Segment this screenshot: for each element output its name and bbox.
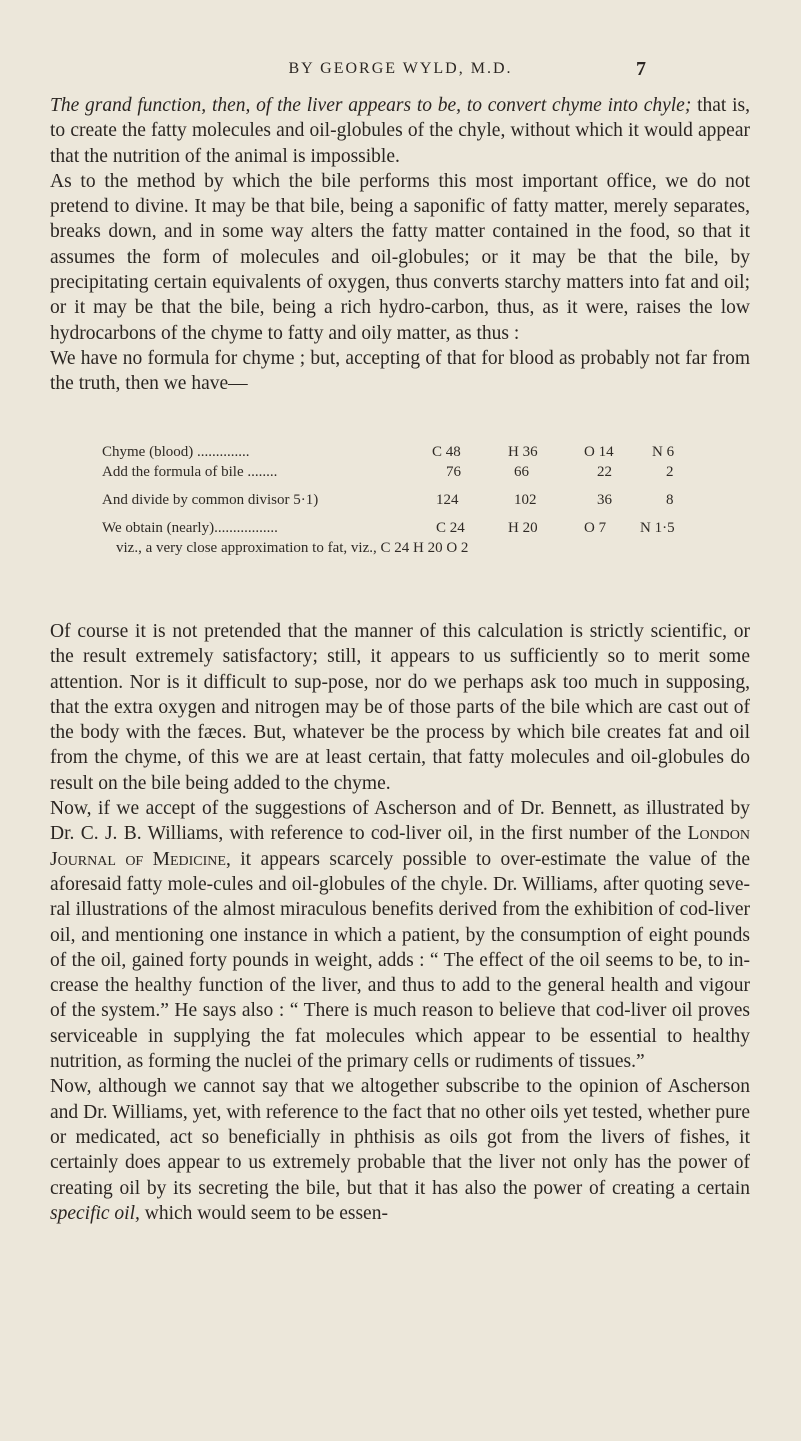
paragraph-specific-oil (50, 1074, 750, 1226)
carbon-value: C 48 (432, 444, 461, 460)
paragraph-text: , it appears scarcely possible to over-estimate the value of the aforesaid fatty mole-cules and oil-globules of the chyle. Dr. Williams, after quoting seve-ral illustrations of the almost miraculous benefits derived from the exhibition of cod-liver oil, and mentioning one instance in which a patient, by the consumption of eight pounds of the oil, gained forty pounds in weight, adds : “ The effect of the oil seems to be, to in-crease the healthy function of the liver, and thus to add to the general health and vigour of the system.” He says also : “ There is much reason to believe that cod-liver oil proves serviceable in supplying the fat molecules which appear to be essential to healthy nutrition, as forming the nuclei of the primary cells or rudiments of tissues.” (50, 848, 750, 1073)
calc-row-note (50, 540, 750, 560)
carbon-value: 76 (446, 464, 461, 480)
lower-text-block (50, 619, 750, 1226)
calc-row-label: Add the formula of bile ........ (102, 464, 278, 480)
nitrogen-value: 2 (666, 464, 674, 480)
calc-note: viz., a very close approximation to fat, viz., C 24 H 20 O 2 (116, 540, 469, 556)
hydrogen-value: H 20 (508, 520, 538, 536)
carbon-value: 124 (436, 492, 459, 508)
hydrogen-value: H 36 (508, 444, 538, 460)
calc-row-label: We obtain (nearly)................. (102, 520, 278, 536)
paragraph-text: which would seem to be essen- (139, 1202, 388, 1224)
paragraph-text: Now, if we accept of the suggestions of Ascherson and of Dr. Bennett, as illustrated by Dr. C. J. B. Williams, with reference to cod-liver oil, in the first number of the (50, 798, 750, 845)
calc-row-divide (50, 492, 750, 512)
paragraph-bile-method: As to the method by which the bile performs this most important office, we do not pretend to divine. It may be that bile, being a saponific of fatty matter, merely separates, breaks down, and in some way alters the fatty matter contained in the food, so that it assumes the form of molecules and oil-globules; or it may be that the bile, by precipitating certain equivalents of oxygen, thus converts starchy matters into fat and oil; or it may be that the bile, being a rich hydro-carbon, thus, as it were, raises the low hydrocarbons of the chyme to fatty and oily matter, as thus : (50, 170, 750, 344)
carbon-value: C 24 (436, 520, 465, 536)
nitrogen-value: 8 (666, 492, 674, 508)
paragraph-text: that is, to create the fatty molecules and oil-globules of the chyle, without which it would appear that the nutrition of the animal is impossible. (50, 95, 750, 167)
italic-lead: The grand function, then, of the liver appears to be, to convert chyme into chyle; (50, 95, 692, 116)
calc-row-label: And divide by common divisor 5·1) (102, 492, 319, 508)
oxygen-value: 22 (597, 464, 612, 480)
nitrogen-value: N 1·5 (640, 520, 675, 536)
paragraph-grand-function (50, 93, 750, 169)
calc-row-result (50, 520, 750, 540)
paragraph-cod-liver-oil (50, 796, 750, 1074)
nitrogen-value: N 6 (652, 444, 675, 460)
upper-text-block (50, 93, 750, 397)
paragraph-formula-intro: We have no formula for chyme ; but, accepting of that for blood as probably not far from the truth, then we have— (50, 347, 750, 395)
paragraph-calculation-caveat: Of course it is not pretended that the manner of this calculation is strictly scientific, or the result extremely satisfactory; still, it appears to us sufficiently so to merit some attention. Nor is it difficult to sup-pose, nor do we perhaps ask too much in supposing, that the extra oxygen and nitrogen may be of those parts of the bile which are cast out of the body with the fæces. But, whatever be the process by which bile creates fat and oil from the chyme, of this we are at least certain, that fatty molecules and oil-globules do result on the bile being added to the chyme. (50, 621, 750, 794)
paragraph-text: Now, although we cannot say that we altogether subscribe to the opinion of Ascherson and Dr. Williams, yet, with reference to the fact that no other oils yet tested, whether pure or medicated, act so beneficially in phthisis as oils got from the livers of fishes, it certainly does appear to us extremely probable that the liver not only has the power of creating oil by its secreting the bile, but that it has also the power of creating a certain (50, 1076, 750, 1199)
calc-row-bile (50, 464, 750, 484)
running-head (0, 58, 801, 84)
calc-row-chyme (50, 444, 750, 464)
calc-row-label: Chyme (blood) .............. (102, 444, 250, 460)
italic-term: specific oil, (50, 1202, 140, 1224)
oxygen-value: 36 (597, 492, 612, 508)
page-number: 7 (636, 58, 646, 80)
hydrogen-value: 66 (514, 464, 529, 480)
running-title: BY GEORGE WYLD, M.D. (288, 60, 513, 77)
hydrogen-value: 102 (514, 492, 537, 508)
oxygen-value: O 14 (584, 444, 614, 460)
oxygen-value: O 7 (584, 520, 607, 536)
journal-title: London Journal of Medicine (50, 823, 750, 870)
